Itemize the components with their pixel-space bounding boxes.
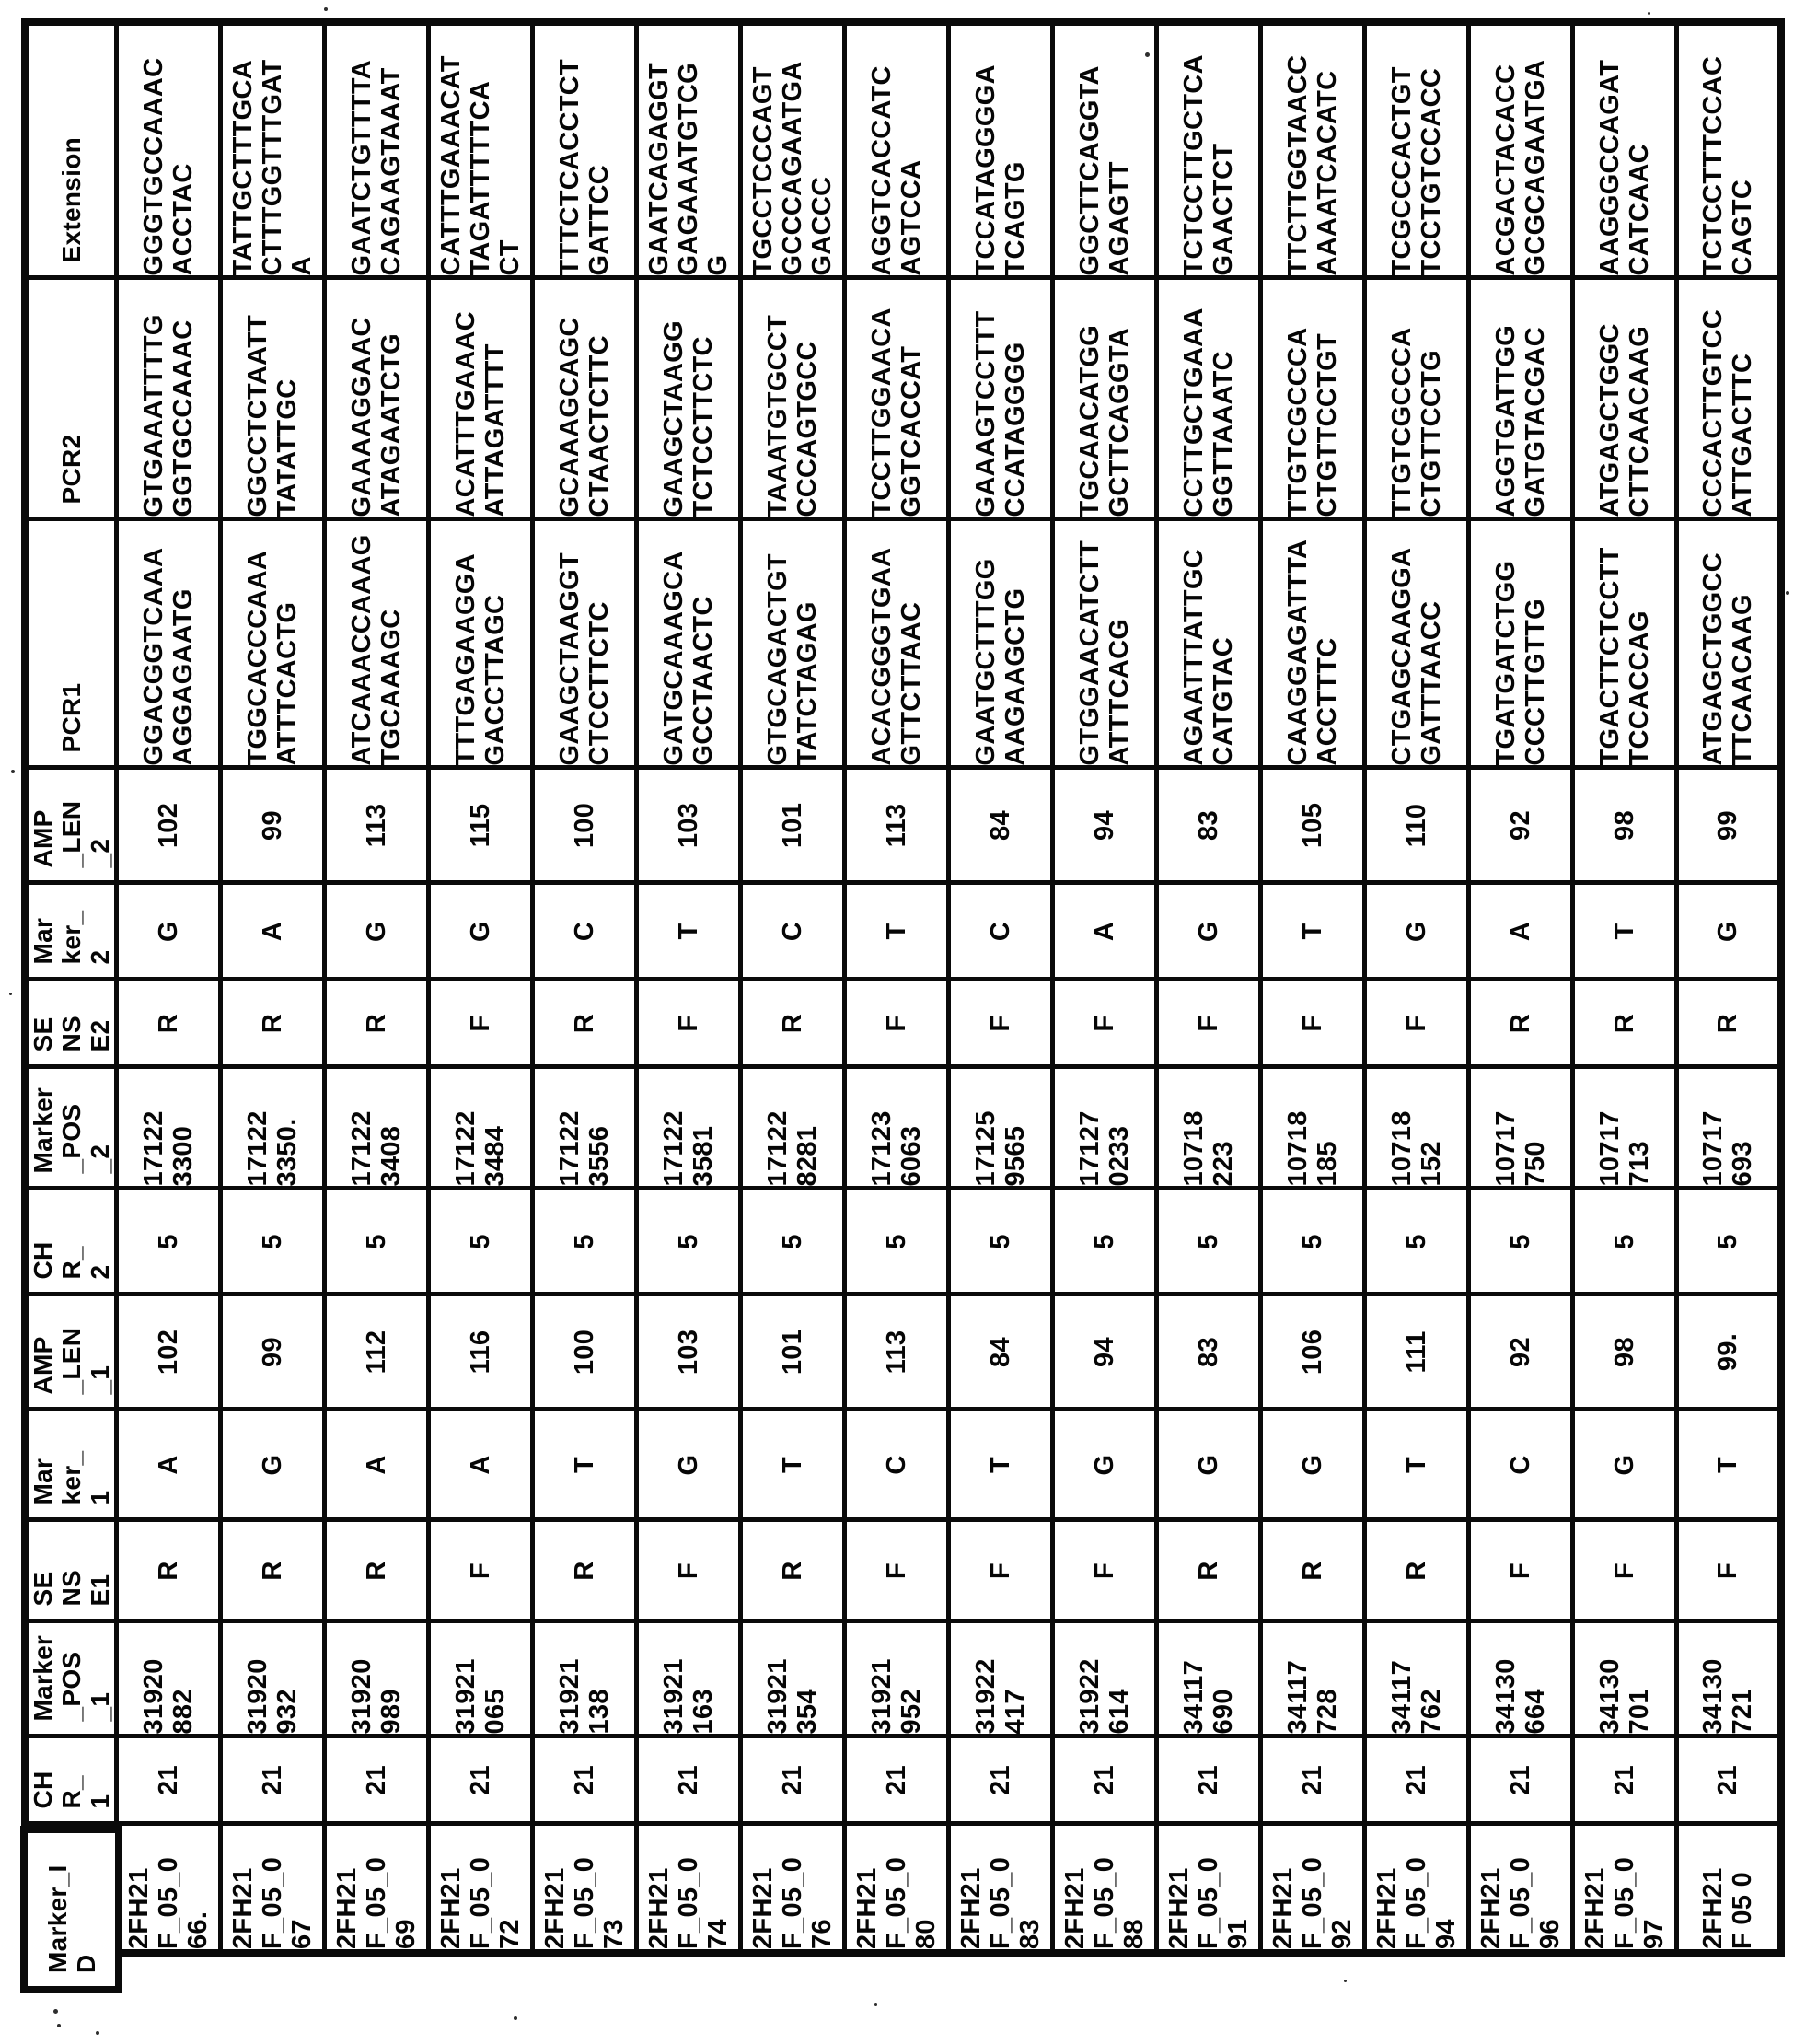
cell-marker_pos_2: 17122 3556 [533, 1067, 637, 1189]
cell-marker_pos_2: 10717 693 [1677, 1067, 1781, 1189]
record-row [949, 22, 1053, 1953]
cell-pcr1: GGACGGTCAAA AGGAGAATG [117, 519, 221, 768]
cell-pcr2: GTGAAATTTTG GGTGCCAAAC [117, 278, 221, 519]
cell-amp_len_1: 102 [117, 1295, 221, 1410]
cell-amp_len_2: 105 [1261, 768, 1365, 883]
cell-pcr2: TGCAACATGG GCTTCAGGTA [1053, 278, 1157, 519]
cell-marker_2: A [1469, 883, 1573, 980]
cell-pcr1: AGAATTTATTGC CATGTAC [1157, 519, 1261, 768]
cell-amp_len_1: 84 [949, 1295, 1053, 1410]
cell-sens_e1: R [1261, 1520, 1365, 1621]
cell-marker_1: G [637, 1410, 741, 1520]
cell-chr_2: 5 [637, 1189, 741, 1295]
cell-pcr2: ATGAGCTGGC CTTCAACAAG [1573, 278, 1677, 519]
header-cell-amp_len_1: AMP _LEN _1 [25, 1295, 117, 1410]
cell-chr_2: 5 [845, 1189, 949, 1295]
header-label: Marker_I D [42, 1864, 100, 1973]
rotated-table-container [21, 26, 1785, 1973]
cell-extension: ACGACTACACC GCGCAGAATGA [1469, 22, 1573, 278]
cell-sens_e2: F [1053, 980, 1157, 1067]
cell-marker_pos_2: 17122 3581 [637, 1067, 741, 1189]
cell-pcr1: GAAGCTAAGGT CTCCTTCTC [533, 519, 637, 768]
cell-chr_1: 21 [1365, 1736, 1469, 1824]
cell-sens_e1: F [845, 1520, 949, 1621]
record-row [1053, 22, 1157, 1953]
cell-extension: TCTCCTTTCCAC CAGTC [1677, 22, 1781, 278]
cell-amp_len_2: 110 [1365, 768, 1469, 883]
cell-marker_pos_1: 31922 614 [1053, 1621, 1157, 1736]
cell-marker_2: G [429, 883, 533, 980]
cell-amp_len_1: 98 [1573, 1295, 1677, 1410]
cell-chr_2: 5 [117, 1189, 221, 1295]
cell-marker_2: C [533, 883, 637, 980]
cell-marker_1: G [1261, 1410, 1365, 1520]
cell-marker_id: 2FH21 F_05_0 96 [1469, 1824, 1573, 1953]
cell-extension: TTTCTCACCTCT GATTCC [533, 22, 637, 278]
cell-pcr1: CAAGGAGATTTA ACCTTTC [1261, 519, 1365, 768]
cell-marker_pos_1: 31921 065 [429, 1621, 533, 1736]
cell-extension: TATTGCTTTGCA CTTTGGTTTGAT A [221, 22, 325, 278]
cell-amp_len_2: 101 [741, 768, 845, 883]
header-cell-sens_e1: SE NS E1 [25, 1520, 117, 1621]
cell-extension: TTCTTGGTAACC AAAATCACATC [1261, 22, 1365, 278]
cell-marker_id: 2FH21 F_05_0 76 [741, 1824, 845, 1953]
cell-marker_id: 2FH21 F_05_0 69 [325, 1824, 429, 1953]
cell-marker_1: A [429, 1410, 533, 1520]
scan-speck [9, 993, 12, 995]
cell-sens_e1: R [741, 1520, 845, 1621]
scan-speck [874, 2003, 877, 2006]
header-cell-marker_2: Mar ker_ 2 [25, 883, 117, 980]
cell-marker_1: T [1365, 1410, 1469, 1520]
cell-pcr1: ACACGGGTGAA GTTCTTAAC [845, 519, 949, 768]
cell-marker_1: G [221, 1410, 325, 1520]
scan-speck [53, 2009, 58, 2014]
record-row [1469, 22, 1573, 1953]
cell-marker_pos_2: 17127 0233 [1053, 1067, 1157, 1189]
record-row [1157, 22, 1261, 1953]
cell-marker_pos_1: 31920 989 [325, 1621, 429, 1736]
cell-marker_id: 2FH21 F_05_0 92 [1261, 1824, 1365, 1953]
cell-sens_e1: R [533, 1520, 637, 1621]
cell-amp_len_1: 112 [325, 1295, 429, 1410]
cell-amp_len_1: 99. [1677, 1295, 1781, 1410]
cell-chr_2: 5 [1573, 1189, 1677, 1295]
cell-extension: AAGGGCCAGAT CATCAAC [1573, 22, 1677, 278]
cell-marker_2: A [1053, 883, 1157, 980]
header-cell-amp_len_2: AMP _LEN _2 [25, 768, 117, 883]
cell-marker_pos_1: 34117 690 [1157, 1621, 1261, 1736]
cell-marker_id: 2FH21 F_05_0 97 [1573, 1824, 1677, 1953]
scan-speck [1648, 12, 1650, 15]
cell-marker_2: A [221, 883, 325, 980]
cell-pcr1: TGGCACCCAAA ATTTCACTG [221, 519, 325, 768]
cell-sens_e1: R [1157, 1520, 1261, 1621]
cell-marker_2: T [1573, 883, 1677, 980]
cell-extension: TGCCTCCCAGT GCCCAGAATGA GACCC [741, 22, 845, 278]
cell-chr_2: 5 [1053, 1189, 1157, 1295]
record-row [221, 22, 325, 1953]
cell-amp_len_2: 100 [533, 768, 637, 883]
cell-sens_e1: F [1677, 1520, 1781, 1621]
cell-sens_e2: F [845, 980, 949, 1067]
record-row [1261, 22, 1365, 1953]
table-header [25, 22, 117, 1973]
cell-pcr2: TCCTTGGAACA GGTCACCAT [845, 278, 949, 519]
cell-marker_pos_1: 31920 882 [117, 1621, 221, 1736]
cell-marker_1: G [1573, 1410, 1677, 1520]
cell-chr_1: 21 [741, 1736, 845, 1824]
cell-marker_id: 2FH21 F_05_0 94 [1365, 1824, 1469, 1953]
cell-sens_e2: R [741, 980, 845, 1067]
cell-pcr2: TTGTCGCCCA CTGTTCCTG [1365, 278, 1469, 519]
cell-sens_e1: F [949, 1520, 1053, 1621]
cell-marker_pos_2: 17122 3484 [429, 1067, 533, 1189]
cell-marker_id: 2FH21 F_05_0 67 [221, 1824, 325, 1953]
cell-sens_e2: R [1677, 980, 1781, 1067]
cell-extension: GAATCAGAGGT GAGAAATGTCG G [637, 22, 741, 278]
record-row [637, 22, 741, 1953]
record-row [533, 22, 637, 1953]
cell-sens_e1: F [429, 1520, 533, 1621]
cell-marker_pos_1: 34117 728 [1261, 1621, 1365, 1736]
cell-pcr1: GTGCAGACTGT TATCTAGAG [741, 519, 845, 768]
cell-amp_len_1: 103 [637, 1295, 741, 1410]
cell-marker_1: A [325, 1410, 429, 1520]
cell-sens_e2: F [1365, 980, 1469, 1067]
cell-pcr1: GAATGCTTTGG AAGAAGCTG [949, 519, 1053, 768]
cell-marker_1: G [1053, 1410, 1157, 1520]
cell-sens_e2: F [1261, 980, 1365, 1067]
cell-sens_e1: R [1365, 1520, 1469, 1621]
cell-marker_pos_2: 17123 6063 [845, 1067, 949, 1189]
header-cell-extension: Extension [25, 22, 117, 278]
record-row [1677, 22, 1781, 1953]
record-row [117, 22, 221, 1953]
scan-speck [1344, 1980, 1347, 1982]
cell-pcr1: TGACTTCTCCTT TCCACCAG [1573, 519, 1677, 768]
cell-marker_2: G [325, 883, 429, 980]
cell-chr_2: 5 [1365, 1189, 1469, 1295]
cell-amp_len_1: 111 [1365, 1295, 1469, 1410]
cell-marker_pos_2: 17125 9565 [949, 1067, 1053, 1189]
cell-chr_1: 21 [221, 1736, 325, 1824]
cell-pcr1: ATGAGCTGGCC TTCAACAAG [1677, 519, 1781, 768]
cell-marker_pos_2: 10717 750 [1469, 1067, 1573, 1189]
cell-marker_pos_2: 10718 152 [1365, 1067, 1469, 1189]
cell-sens_e2: R [325, 980, 429, 1067]
cell-chr_2: 5 [949, 1189, 1053, 1295]
cell-extension: GAATCTGTTTTA CAGAAGTAAAT [325, 22, 429, 278]
cell-marker_pos_1: 31921 138 [533, 1621, 637, 1736]
cell-chr_1: 21 [1053, 1736, 1157, 1824]
cell-chr_2: 5 [429, 1189, 533, 1295]
scan-speck [1145, 52, 1150, 57]
cell-extension: TCCATAGGGGA TCAGTG [949, 22, 1053, 278]
cell-extension: GGCTTCAGGTA AGAGTT [1053, 22, 1157, 278]
cell-extension: AGGTCACCATC AGTCCA [845, 22, 949, 278]
cell-pcr1: CTGAGCAAGGA GATTTAACC [1365, 519, 1469, 768]
cell-pcr1: GATGCAAAGCA GCCTAACTC [637, 519, 741, 768]
header-cell-sens_e2: SE NS E2 [25, 980, 117, 1067]
scan-speck [96, 2031, 99, 2035]
cell-extension: TCTCCTTGCTCA GAACTCT [1157, 22, 1261, 278]
cell-marker_1: A [117, 1410, 221, 1520]
table-body [117, 22, 1781, 1953]
cell-pcr2: TTGTCGCCCA CTGTTCCTGT [1261, 278, 1365, 519]
cell-marker_2: C [949, 883, 1053, 980]
cell-marker_pos_1: 34130 721 [1677, 1621, 1781, 1736]
cell-pcr2: ACATTTGAAAC ATTAGATTTT [429, 278, 533, 519]
cell-marker_2: G [1157, 883, 1261, 980]
cell-marker_1: T [533, 1410, 637, 1520]
cell-marker_1: C [845, 1410, 949, 1520]
cell-chr_1: 21 [949, 1736, 1053, 1824]
header-cell-pcr1: PCR1 [25, 519, 117, 768]
cell-pcr2: GCAAAGCAGC CTAACTCTTC [533, 278, 637, 519]
cell-marker_2: T [845, 883, 949, 980]
cell-sens_e2: R [117, 980, 221, 1067]
cell-pcr1: ATCAAACCAAAG TGCAAAGC [325, 519, 429, 768]
cell-pcr1: TTTGAGAAGGA GACCTTAGC [429, 519, 533, 768]
marker-id-header-box [20, 1827, 122, 1994]
cell-marker_1: T [949, 1410, 1053, 1520]
cell-amp_len_2: 102 [117, 768, 221, 883]
scan-speck [57, 2024, 61, 2027]
cell-marker_id: 2FH21 F_05_0 72 [429, 1824, 533, 1953]
cell-chr_2: 5 [221, 1189, 325, 1295]
cell-chr_1: 21 [1677, 1736, 1781, 1824]
cell-chr_2: 5 [1261, 1189, 1365, 1295]
cell-chr_2: 5 [1469, 1189, 1573, 1295]
cell-marker_id: 2FH21 F_05_0 66. [117, 1824, 221, 1953]
cell-marker_2: T [1261, 883, 1365, 980]
cell-amp_len_2: 115 [429, 768, 533, 883]
cell-marker_2: G [1365, 883, 1469, 980]
cell-sens_e2: R [533, 980, 637, 1067]
cell-marker_pos_2: 10718 185 [1261, 1067, 1365, 1189]
cell-amp_len_2: 99 [1677, 768, 1781, 883]
cell-marker_id: 2FH21 F_05_0 88 [1053, 1824, 1157, 1953]
cell-marker_pos_1: 31921 952 [845, 1621, 949, 1736]
cell-chr_1: 21 [1157, 1736, 1261, 1824]
cell-amp_len_1: 116 [429, 1295, 533, 1410]
cell-amp_len_2: 113 [325, 768, 429, 883]
cell-amp_len_2: 103 [637, 768, 741, 883]
cell-pcr2: AGGTGATTGG GATGTACGAC [1469, 278, 1573, 519]
header-cell-marker_1: Mar ker_ 1 [25, 1410, 117, 1520]
cell-marker_1: G [1157, 1410, 1261, 1520]
cell-marker_1: C [1469, 1410, 1573, 1520]
cell-marker_pos_2: 17122 3350. [221, 1067, 325, 1189]
cell-amp_len_2: 84 [949, 768, 1053, 883]
cell-amp_len_1: 113 [845, 1295, 949, 1410]
cell-sens_e2: F [429, 980, 533, 1067]
cell-marker_pos_1: 34130 701 [1573, 1621, 1677, 1736]
cell-sens_e2: R [1573, 980, 1677, 1067]
record-row [741, 22, 845, 1953]
scan-speck [1786, 591, 1789, 595]
header-cell-marker_pos_2: Marker _POS _2 [25, 1067, 117, 1189]
header-cell-pcr2: PCR2 [25, 278, 117, 519]
header-cell-marker_id [25, 1824, 117, 1973]
record-row [325, 22, 429, 1953]
cell-marker_pos_1: 31922 417 [949, 1621, 1053, 1736]
cell-pcr2: GAAAGTCCTTT CCATAGGGG [949, 278, 1053, 519]
cell-amp_len_2: 99 [221, 768, 325, 883]
cell-marker_2: C [741, 883, 845, 980]
cell-chr_1: 21 [637, 1736, 741, 1824]
cell-sens_e1: R [221, 1520, 325, 1621]
cell-extension: CATTTGAAACAT TAGATTTTTCA CT [429, 22, 533, 278]
cell-pcr1: TGATGATCTGG CCCTTGTTG [1469, 519, 1573, 768]
cell-sens_e1: F [1573, 1520, 1677, 1621]
cell-pcr2: CCTTGCTGAAA GGTTAAATC [1157, 278, 1261, 519]
cell-chr_1: 21 [533, 1736, 637, 1824]
record-row [429, 22, 533, 1953]
cell-marker_2: G [117, 883, 221, 980]
cell-marker_pos_2: 17122 8281 [741, 1067, 845, 1189]
cell-sens_e2: F [1157, 980, 1261, 1067]
cell-sens_e1: F [1469, 1520, 1573, 1621]
cell-chr_2: 5 [1157, 1189, 1261, 1295]
cell-sens_e2: F [637, 980, 741, 1067]
record-row [845, 22, 949, 1953]
cell-marker_id: 2FH21 F_05_0 91 [1157, 1824, 1261, 1953]
cell-marker_pos_2: 17122 3408 [325, 1067, 429, 1189]
cell-chr_1: 21 [429, 1736, 533, 1824]
cell-chr_1: 21 [1469, 1736, 1573, 1824]
cell-pcr2: GAAAAGGAAC ATAGAATCTG [325, 278, 429, 519]
cell-extension: TCGCCCACTGT TCCTGTCCACC [1365, 22, 1469, 278]
header-row [25, 22, 117, 1953]
cell-marker_pos_2: 17122 3300 [117, 1067, 221, 1189]
scan-speck [11, 770, 15, 773]
cell-amp_len_2: 94 [1053, 768, 1157, 883]
cell-chr_1: 21 [845, 1736, 949, 1824]
cell-chr_1: 21 [117, 1736, 221, 1824]
cell-marker_id: 2FH21 F_05_0 74 [637, 1824, 741, 1953]
cell-marker_2: G [1677, 883, 1781, 980]
cell-chr_2: 5 [741, 1189, 845, 1295]
cell-marker_2: T [637, 883, 741, 980]
cell-marker_pos_1: 34117 762 [1365, 1621, 1469, 1736]
cell-pcr2: GGCCTCTAATT TATATTGC [221, 278, 325, 519]
cell-amp_len_2: 113 [845, 768, 949, 883]
cell-marker_pos_1: 31921 163 [637, 1621, 741, 1736]
cell-chr_2: 5 [325, 1189, 429, 1295]
cell-sens_e1: R [117, 1520, 221, 1621]
cell-amp_len_2: 98 [1573, 768, 1677, 883]
header-cell-marker_pos_1: Marker _POS _1 [25, 1621, 117, 1736]
cell-pcr2: CCCACTTGTCC ATTGACTTC [1677, 278, 1781, 519]
cell-amp_len_1: 100 [533, 1295, 637, 1410]
cell-marker_id: 2FH21 F_05_0 80 [845, 1824, 949, 1953]
cell-amp_len_2: 92 [1469, 768, 1573, 883]
cell-amp_len_1: 83 [1157, 1295, 1261, 1410]
cell-chr_2: 5 [533, 1189, 637, 1295]
cell-amp_len_1: 99 [221, 1295, 325, 1410]
cell-marker_1: T [1677, 1410, 1781, 1520]
cell-marker_pos_1: 34130 664 [1469, 1621, 1573, 1736]
cell-pcr1: GTGGAACATCTT ATTTCACG [1053, 519, 1157, 768]
cell-sens_e1: F [1053, 1520, 1157, 1621]
scan-speck [514, 2016, 517, 2020]
cell-chr_1: 21 [1261, 1736, 1365, 1824]
cell-marker_pos_1: 31920 932 [221, 1621, 325, 1736]
cell-marker_id: 2FH21 F_05_0 83 [949, 1824, 1053, 1953]
record-row [1573, 22, 1677, 1953]
header-cell-chr_2: CH R_ 2 [25, 1189, 117, 1295]
cell-chr_2: 5 [1677, 1189, 1781, 1295]
cell-chr_1: 21 [325, 1736, 429, 1824]
cell-amp_len_1: 106 [1261, 1295, 1365, 1410]
cell-sens_e2: R [1469, 980, 1573, 1067]
marker-table [21, 18, 1785, 1973]
cell-marker_id: 2FH21 F_05_0 73 [533, 1824, 637, 1953]
cell-marker_pos_2: 10717 713 [1573, 1067, 1677, 1189]
cell-pcr2: GAAGCTAAGG TCTCCTTCTC [637, 278, 741, 519]
cell-amp_len_2: 83 [1157, 768, 1261, 883]
cell-marker_1: T [741, 1410, 845, 1520]
cell-sens_e1: F [637, 1520, 741, 1621]
header-cell-chr_1: CH R_ 1 [25, 1736, 117, 1824]
cell-extension: GGGTGCCAAAC ACCTAC [117, 22, 221, 278]
cell-marker_pos_2: 10718 223 [1157, 1067, 1261, 1189]
record-row [1365, 22, 1469, 1953]
scan-speck [324, 7, 328, 11]
cell-sens_e1: R [325, 1520, 429, 1621]
cell-marker_pos_1: 31921 354 [741, 1621, 845, 1736]
cell-sens_e2: F [949, 980, 1053, 1067]
cell-amp_len_1: 101 [741, 1295, 845, 1410]
cell-pcr2: TAAATGTGCCT CCCAGTGCC [741, 278, 845, 519]
cell-sens_e2: R [221, 980, 325, 1067]
cell-amp_len_1: 92 [1469, 1295, 1573, 1410]
cell-chr_1: 21 [1573, 1736, 1677, 1824]
cell-amp_len_1: 94 [1053, 1295, 1157, 1410]
cell-marker_id: 2FH21 F 05 0 [1677, 1824, 1781, 1953]
